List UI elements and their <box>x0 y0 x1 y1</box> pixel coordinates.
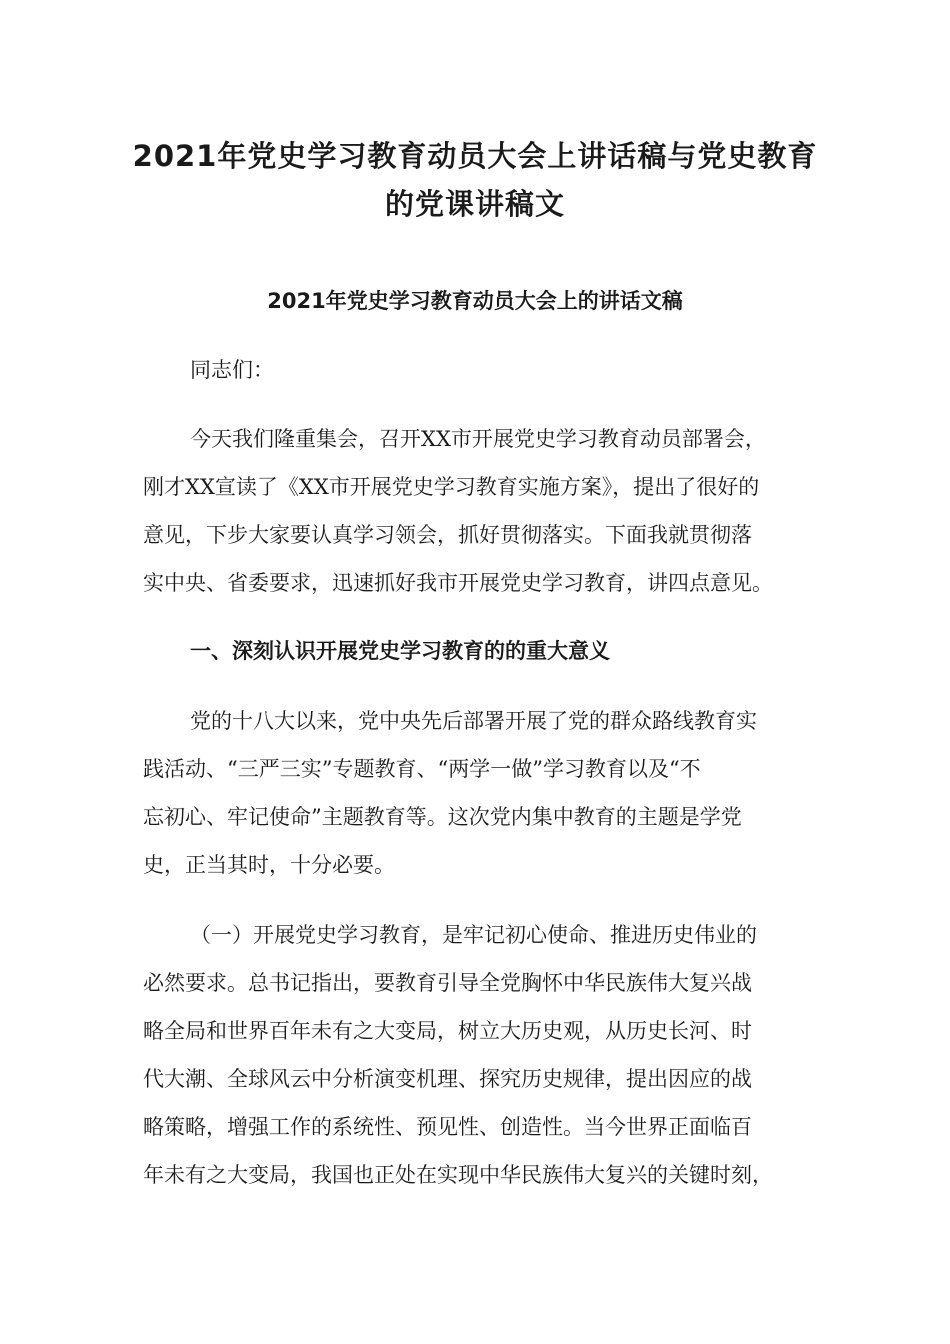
paragraph-2-line-2: 践活动、“三严三实”专题教育、“两学一做”学习教育以及“不 <box>143 757 701 781</box>
paragraph-3-line-5: 略策略，增强工作的系统性、预见性、创造性。当今世界正面临百 <box>143 1115 752 1139</box>
paragraph-2-line-4: 史，正当其时，十分必要。 <box>143 853 395 877</box>
section-heading-1: 一、深刻认识开展党史学习教育的的重大意义 <box>190 639 610 663</box>
salutation: 同志们： <box>190 358 274 382</box>
paragraph-1-line-3: 意见，下步大家要认真学习领会，抓好贯彻落实。下面我就贯彻落 <box>143 523 752 547</box>
paragraph-1-line-2: 刚才XX宣读了《XX市开展党史学习教育实施方案》，提出了很好的 <box>143 475 760 499</box>
paragraph-2-line-3: 忘初心、牢记使命”主题教育等。这次党内集中教育的主题是学党 <box>143 805 742 829</box>
document-title-line-2: 的党课讲稿文 <box>384 187 565 221</box>
paragraph-2-line-1: 党的十八大以来，党中央先后部署开展了党的群众路线教育实 <box>190 709 757 733</box>
document-title-line-1: 2021年党史学习教育动员大会上讲话稿与党史教育 <box>132 139 818 173</box>
paragraph-1-line-4: 实中央、省委要求，迅速抓好我市开展党史学习教育，讲四点意见。 <box>143 571 773 595</box>
document-subtitle: 2021年党史学习教育动员大会上的讲话文稿 <box>267 289 683 313</box>
paragraph-3-line-4: 代大潮、全球风云中分析演变机理、探究历史规律，提出因应的战 <box>143 1067 752 1091</box>
paragraph-3-line-3: 略全局和世界百年未有之大变局，树立大历史观，从历史长河、时 <box>143 1019 752 1043</box>
paragraph-3-line-1: （一）开展党史学习教育，是牢记初心使命、推进历史伟业的 <box>190 923 757 947</box>
paragraph-3-line-2: 必然要求。总书记指出，要教育引导全党胸怀中华民族伟大复兴战 <box>143 971 752 995</box>
paragraph-3-line-6: 年未有之大变局，我国也正处在实现中华民族伟大复兴的关键时刻， <box>143 1163 773 1187</box>
paragraph-1-line-1: 今天我们隆重集会，召开XX市开展党史学习教育动员部署会， <box>190 427 766 451</box>
